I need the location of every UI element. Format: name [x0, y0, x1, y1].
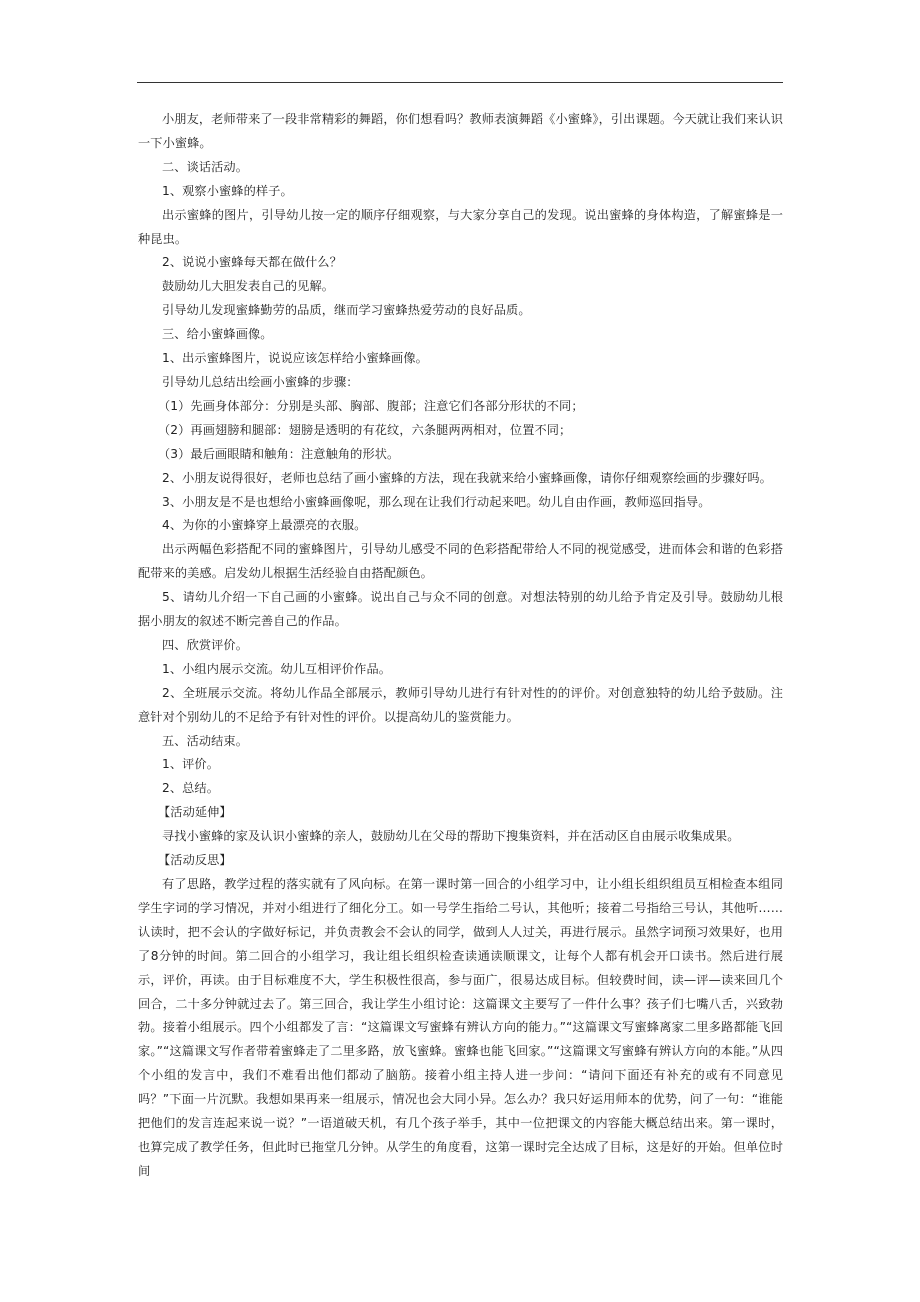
- paragraph: （1）先画身体部分：分别是头部、胸部、腹部；注意它们各部分形状的不同；: [158, 398, 584, 413]
- paragraph: 【活动反思】: [158, 853, 232, 868]
- paragraph: 5、请幼儿介绍一下自己画的小蜜蜂。说出自己与众不同的创意。对想法特别的幼儿给予肯定及引导。鼓励幼儿根据小朋友的叙述不断完善自己的作品。: [138, 590, 783, 629]
- paragraph: 【活动延伸】: [158, 805, 232, 820]
- paragraph: 引导幼儿发现蜜蜂勤劳的品质，继而学习蜜蜂热爱劳动的良好品质。: [162, 303, 531, 318]
- paragraph: 2、小朋友说得很好，老师也总结了画小蜜蜂的方法，现在我就来给小蜜蜂画像，请你仔细观察绘画的步骤好吗。: [162, 470, 772, 485]
- paragraph: 鼓励幼儿大胆发表自己的见解。: [162, 279, 335, 294]
- paragraph: 小朋友，老师带来了一段非常精彩的舞蹈，你们想看吗？教师表演舞蹈《小蜜蜂》，引出课题。今天就让我们来认识一下小蜜蜂。: [138, 112, 783, 150]
- paragraph: （3）最后画眼睛和触角：注意触角的形状。: [158, 446, 400, 461]
- paragraph: 2、总结。: [162, 781, 220, 796]
- paragraph: 4、为你的小蜜蜂穿上最漂亮的衣服。: [162, 518, 367, 533]
- paragraph: 引导幼儿总结出绘画小蜜蜂的步骤：: [162, 374, 359, 389]
- paragraph: 出示两幅色彩搭配不同的蜜蜂图片，引导幼儿感受不同的色彩搭配带给人不同的视觉感受，进而体会和谐的色彩搭配带来的美感。启发幼儿根据生活经验自由搭配颜色。: [138, 542, 783, 581]
- paragraph: 1、评价。: [162, 757, 220, 772]
- paragraph: 四、欣赏评价。: [162, 637, 249, 652]
- paragraph: （2）再画翅膀和腿部：翅膀是透明的有花纹，六条腿两两相对，位置不同；: [158, 422, 572, 437]
- paragraph: 3、小朋友是不是也想给小蜜蜂画像呢，那么现在让我们行动起来吧。幼儿自由作画，教师巡回指导。: [162, 494, 711, 509]
- paragraph: 三、给小蜜蜂画像。: [162, 327, 273, 342]
- paragraph: 有了思路，教学过程的落实就有了风向标。在第一课时第一回合的小组学习中，让小组长组织组员互相检查本组同学生字词的学习情况，并对小组进行了细化分工。如一号学生指给二号认，其他听；接着二号指给三号认，其他听……认读时，把不会认的字做好标记，并负责教会不会认的同学，做到人人过关，再进行展示。虽然字词预习效果好，也用了8分钟的时间。第二回合的小组学习，我让组长组织检查读通读顺课文，让每个人都有机会开口读书。然后进行展示，评价，再读。由于目标难度不大，学生积极性很高，参与面广，很易达成目标。但较费时间，读—评—读来回几个回合，二十多分钟就过去了。第三回合，我让学生小组讨论：这篇课文主要写了一件什么事？孩子们七嘴八舌，兴致勃勃。接着小组展示。四个小组都发了言：“这篇课文写蜜蜂有辨认方向的能力。”“这篇课文写蜜蜂离家二里多路都能飞回家。”“这篇课文写作者带着蜜蜂走了二里多路，放飞蜜蜂。蜜蜂也能飞回家。”“这篇课文写蜜蜂有辨认方向的本能。”从四个小组的发言中，我们不难看出他们都动了脑筋。接着小组主持人进一步问：“请问下面还有补充的或有不同意见吗？”下面一片沉默。我想如果再来一组展示，情况也会大同小异。怎么办？我只好运用师本的优势，问了一句：“谁能把他们的发言连起来说一说？”一语道破天机，有几个孩子举手，其中一位把课文的内容能大概总结出来。第一课时，也算完成了教学任务，但此时已拖堂几分钟。从学生的角度看，这第一课时完全达成了目标，这是好的开始。但单位时间: [138, 877, 783, 1178]
- paragraph: 1、小组内展示交流。幼儿互相评价作品。: [162, 661, 392, 676]
- paragraph: 2、说说小蜜蜂每天都在做什么？: [162, 255, 342, 270]
- paragraph: 五、活动结束。: [162, 733, 249, 748]
- paragraph: 2、全班展示交流。将幼儿作品全部展示，教师引导幼儿进行有针对性的的评价。对创意独特的幼儿给予鼓励。注意针对个别幼儿的不足给予有针对性的评价。以提高幼儿的鉴赏能力。: [138, 685, 783, 724]
- header-rule: [137, 82, 783, 83]
- paragraph: 出示蜜蜂的图片，引导幼儿按一定的顺序仔细观察，与大家分享自己的发现。说出蜜蜂的身体构造，了解蜜蜂是一种昆虫。: [138, 207, 783, 246]
- paragraph: 寻找小蜜蜂的家及认识小蜜蜂的亲人，鼓励幼儿在父母的帮助下搜集资料，并在活动区自由展示收集成果。: [162, 829, 740, 844]
- paragraph: 1、观察小蜜蜂的样子。: [162, 183, 293, 198]
- paragraph: 1、出示蜜蜂图片，说说应该怎样给小蜜蜂画像。: [162, 351, 428, 366]
- paragraph: 二、谈话活动。: [162, 159, 249, 174]
- document-body: [138, 108, 783, 1184]
